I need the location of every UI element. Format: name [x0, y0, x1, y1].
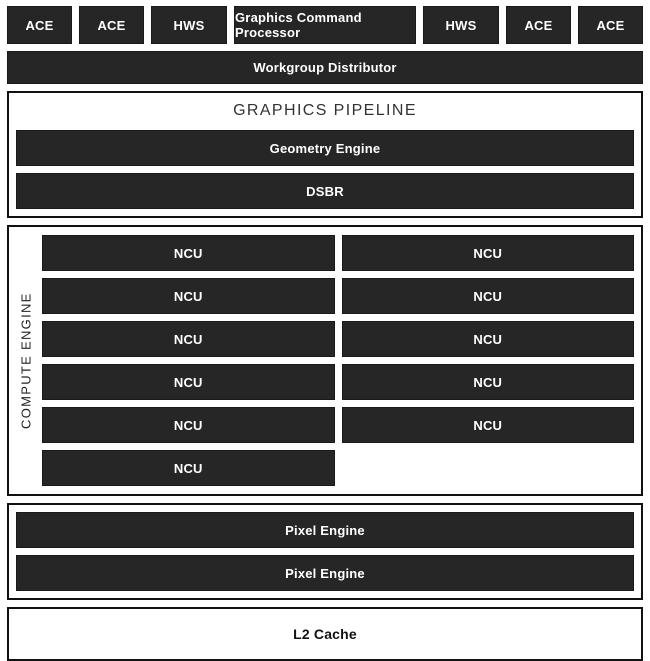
graphics-pipeline-title: GRAPHICS PIPELINE: [233, 102, 417, 119]
block-pixel-engine-1: Pixel Engine: [16, 512, 634, 548]
ncu-row: [42, 364, 634, 400]
block-ncu: NCU: [42, 321, 335, 357]
block-pixel-engine-2: Pixel Engine: [16, 555, 634, 591]
block-ncu: NCU: [42, 364, 335, 400]
ncu-row: [42, 450, 634, 486]
block-ace-3: ACE: [506, 6, 571, 44]
block-hws-1: HWS: [151, 6, 227, 44]
block-hws-2: HWS: [423, 6, 499, 44]
block-l2-cache: L2 Cache: [293, 626, 357, 642]
compute-engine-panel: [7, 225, 643, 496]
block-workgroup-distributor: Workgroup Distributor: [7, 51, 643, 84]
graphics-pipeline-panel: [7, 91, 643, 218]
ncu-row: [42, 407, 634, 443]
block-graphics-command-processor: Graphics Command Processor: [234, 6, 416, 44]
command-processor-row: [7, 6, 643, 44]
pixel-engine-panel: [7, 503, 643, 600]
ncu-row: [42, 278, 634, 314]
ncu-grid: [42, 235, 634, 486]
block-ncu: NCU: [342, 235, 635, 271]
block-ncu: NCU: [342, 278, 635, 314]
block-ncu: NCU: [342, 321, 635, 357]
compute-engine-label: COMPUTE ENGINE: [18, 292, 34, 429]
block-ace-2: ACE: [79, 6, 144, 44]
block-geometry-engine: Geometry Engine: [16, 130, 634, 166]
ncu-row: [42, 235, 634, 271]
ncu-row: [42, 321, 634, 357]
block-ncu: NCU: [42, 278, 335, 314]
block-ace-1: ACE: [7, 6, 72, 44]
block-ncu: NCU: [42, 450, 335, 486]
block-ncu: NCU: [342, 407, 635, 443]
block-ncu: NCU: [42, 407, 335, 443]
block-ncu: NCU: [42, 235, 335, 271]
block-ace-4: ACE: [578, 6, 643, 44]
block-dsbr: DSBR: [16, 173, 634, 209]
block-ncu: NCU: [342, 364, 635, 400]
